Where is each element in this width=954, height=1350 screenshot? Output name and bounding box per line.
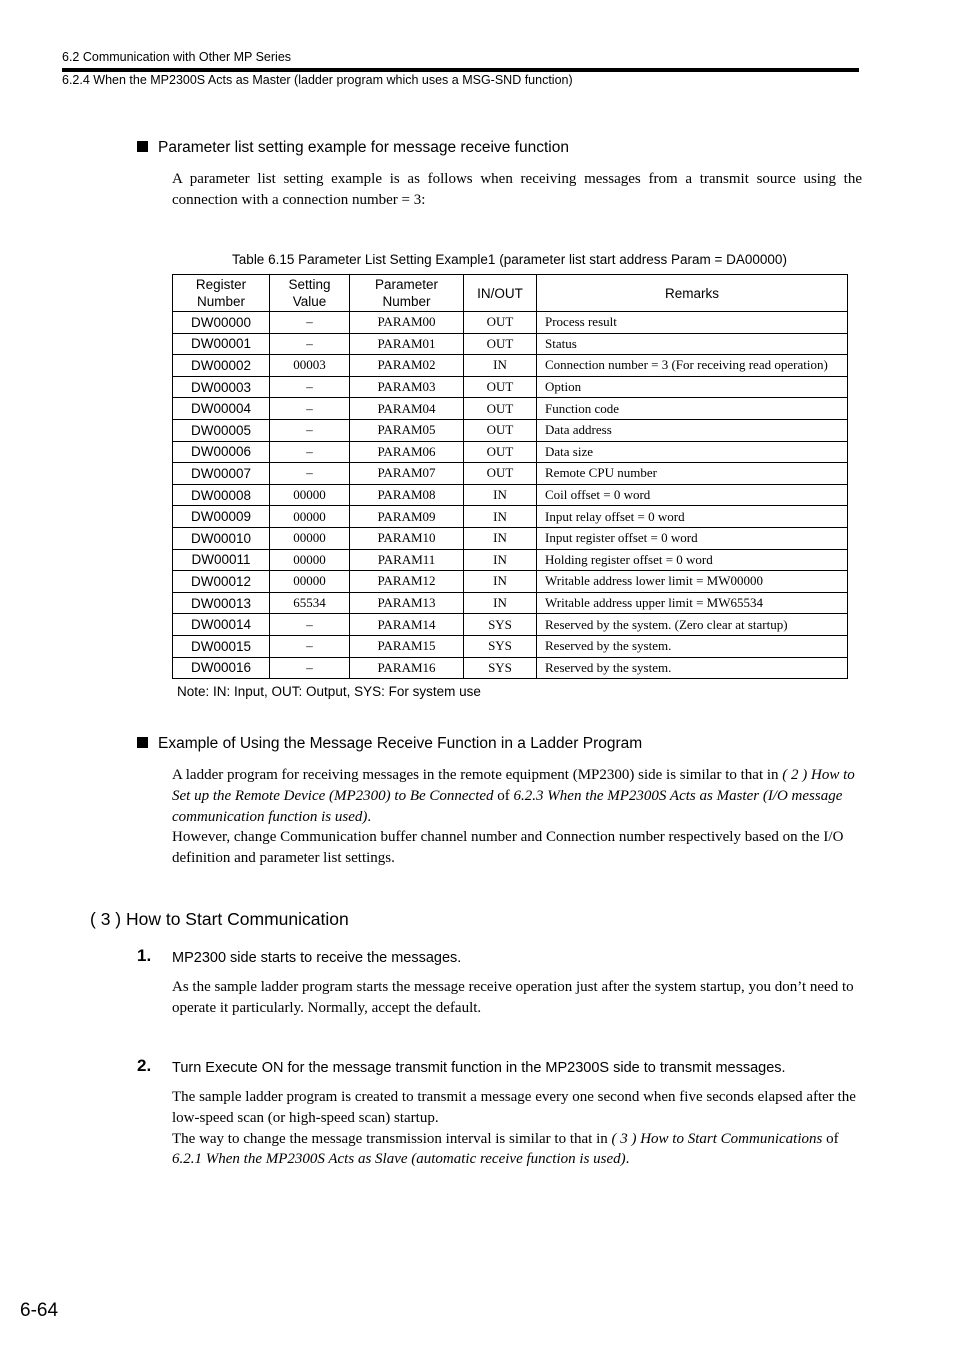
- setting-value-cell: –: [270, 419, 350, 441]
- register-number-cell: DW00016: [173, 657, 270, 679]
- table-row: [173, 355, 848, 377]
- parameter-number-cell: PARAM01: [350, 333, 464, 355]
- parameter-number-cell: PARAM12: [350, 571, 464, 593]
- in-out-cell: IN: [464, 484, 537, 506]
- remarks-cell: Input register offset = 0 word: [537, 527, 848, 549]
- parameter-number-cell: PARAM08: [350, 484, 464, 506]
- register-number-cell: DW00004: [173, 398, 270, 420]
- table-caption: Table 6.15 Parameter List Setting Example1 (parameter list start address Param = DA00000): [232, 252, 787, 267]
- header-in-out: IN/OUT: [464, 275, 537, 312]
- setting-value-cell: 00000: [270, 527, 350, 549]
- in-out-cell: OUT: [464, 376, 537, 398]
- register-number-cell: DW00008: [173, 484, 270, 506]
- running-header-section: 6.2 Communication with Other MP Series: [62, 50, 292, 64]
- in-out-cell: IN: [464, 592, 537, 614]
- parameter-number-cell: PARAM14: [350, 614, 464, 636]
- remarks-cell: Process result: [537, 312, 848, 334]
- remarks-cell: Reserved by the system.: [537, 635, 848, 657]
- setting-value-cell: –: [270, 635, 350, 657]
- parameter-number-cell: PARAM00: [350, 312, 464, 334]
- setting-value-cell: –: [270, 398, 350, 420]
- register-number-cell: DW00015: [173, 635, 270, 657]
- setting-value-cell: 00000: [270, 506, 350, 528]
- table-row: [173, 463, 848, 485]
- remarks-cell: Option: [537, 376, 848, 398]
- parameter-number-cell: PARAM15: [350, 635, 464, 657]
- setting-value-cell: –: [270, 614, 350, 636]
- parameter-number-cell: PARAM04: [350, 398, 464, 420]
- remarks-cell: Data address: [537, 419, 848, 441]
- step1-number: 1.: [137, 946, 152, 965]
- reference-link: 6.2.1 When the MP2300S Acts as Slave (automatic receive function is used): [172, 1151, 626, 1168]
- setting-value-cell: 00000: [270, 549, 350, 571]
- running-header-subsection: 6.2.4 When the MP2300S Acts as Master (ladder program which uses a MSG-SND function): [62, 73, 573, 87]
- section1-title: Parameter list setting example for message receive function: [158, 139, 569, 156]
- parameter-number-cell: PARAM13: [350, 592, 464, 614]
- table-row: [173, 592, 848, 614]
- table-row: [173, 333, 848, 355]
- remarks-cell: Data size: [537, 441, 848, 463]
- in-out-cell: IN: [464, 527, 537, 549]
- in-out-cell: OUT: [464, 312, 537, 334]
- table-row: [173, 657, 848, 679]
- remarks-cell: Input relay offset = 0 word: [537, 506, 848, 528]
- table-header-row: [173, 275, 848, 312]
- parameter-number-cell: PARAM06: [350, 441, 464, 463]
- header-parameter-number: Parameter Number: [350, 275, 464, 312]
- register-number-cell: DW00007: [173, 463, 270, 485]
- register-number-cell: DW00003: [173, 376, 270, 398]
- setting-value-cell: 00000: [270, 484, 350, 506]
- parameter-number-cell: PARAM10: [350, 527, 464, 549]
- step2-paragraph1: The sample ladder program is created to transmit a message every one second when five seconds elapsed after the low-speed scan (or high-speed scan) startup.: [172, 1089, 856, 1126]
- in-out-cell: SYS: [464, 657, 537, 679]
- setting-value-cell: 65534: [270, 592, 350, 614]
- parameter-number-cell: PARAM02: [350, 355, 464, 377]
- register-number-cell: DW00014: [173, 614, 270, 636]
- table-row: [173, 398, 848, 420]
- setting-value-cell: –: [270, 657, 350, 679]
- section1-intro: A parameter list setting example is as follows when receiving messages from a transmit source using the connection with a connection number = 3:: [172, 171, 862, 208]
- table-row: [173, 419, 848, 441]
- table-row: [173, 484, 848, 506]
- header-rule: [62, 68, 859, 72]
- reference-link: 6.2.3 When the MP2300S Acts as Master (I/O message communication function is used): [172, 787, 843, 825]
- remarks-cell: Writable address lower limit = MW00000: [537, 571, 848, 593]
- step2-title: Turn Execute ON for the message transmit function in the MP2300S side to transmit messages.: [172, 1060, 786, 1076]
- reference-link: ( 2 ) How to Set up the Remote Device (MP2300) to Be Connected: [172, 767, 855, 804]
- header-remarks: Remarks: [537, 275, 848, 312]
- subsection-heading: ( 3 ) How to Start Communication: [90, 909, 349, 929]
- square-bullet-icon: [137, 141, 148, 152]
- table-row: [173, 571, 848, 593]
- register-number-cell: DW00006: [173, 441, 270, 463]
- remarks-cell: Status: [537, 333, 848, 355]
- in-out-cell: IN: [464, 506, 537, 528]
- step1-title: MP2300 side starts to receive the messages.: [172, 950, 462, 966]
- table-row: [173, 441, 848, 463]
- table-row: [173, 635, 848, 657]
- header-setting-value: Setting Value: [270, 275, 350, 312]
- table-row: [173, 506, 848, 528]
- remarks-cell: Reserved by the system.: [537, 657, 848, 679]
- page-number: 6-64: [20, 1300, 59, 1321]
- section2-paragraph2: However, change Communication buffer channel number and Connection number respectively based on the I/O definition and parameter list settings.: [172, 829, 844, 867]
- in-out-cell: OUT: [464, 398, 537, 420]
- parameter-number-cell: PARAM16: [350, 657, 464, 679]
- remarks-cell: Reserved by the system. (Zero clear at startup): [537, 614, 848, 636]
- setting-value-cell: –: [270, 333, 350, 355]
- remarks-cell: Writable address upper limit = MW65534: [537, 592, 848, 614]
- step1-body: As the sample ladder program starts the message receive operation just after the system startup, you don’t need to operate it particularly. Normally, accept the default.: [172, 979, 854, 1016]
- table-note: Note: IN: Input, OUT: Output, SYS: For system use: [177, 684, 481, 699]
- in-out-cell: OUT: [464, 441, 537, 463]
- remarks-cell: Connection number = 3 (For receiving read operation): [537, 355, 848, 377]
- step2-body: [172, 1087, 862, 1170]
- parameter-number-cell: PARAM07: [350, 463, 464, 485]
- table-row: [173, 549, 848, 571]
- table-row: [173, 527, 848, 549]
- register-number-cell: DW00010: [173, 527, 270, 549]
- section2-heading: [137, 735, 642, 753]
- setting-value-cell: –: [270, 463, 350, 485]
- in-out-cell: OUT: [464, 419, 537, 441]
- in-out-cell: OUT: [464, 463, 537, 485]
- parameter-number-cell: PARAM03: [350, 376, 464, 398]
- parameter-list-table: [172, 274, 848, 679]
- register-number-cell: DW00013: [173, 592, 270, 614]
- square-bullet-icon: [137, 737, 148, 748]
- register-number-cell: DW00009: [173, 506, 270, 528]
- register-number-cell: DW00001: [173, 333, 270, 355]
- setting-value-cell: 00000: [270, 571, 350, 593]
- register-number-cell: DW00012: [173, 571, 270, 593]
- remarks-cell: Remote CPU number: [537, 463, 848, 485]
- register-number-cell: DW00011: [173, 549, 270, 571]
- setting-value-cell: 00003: [270, 355, 350, 377]
- in-out-cell: IN: [464, 549, 537, 571]
- parameter-number-cell: PARAM05: [350, 419, 464, 441]
- section2-paragraph1: A ladder program for receiving messages in the remote equipment (MP2300) side is similar to that in ( 2 ) How to Set up the Remote Device (MP2300) to Be Connected of 6.2.3 When the MP2300S Acts as Master (I/O message communication function is used).: [172, 767, 855, 825]
- step2-paragraph2: The way to change the message transmission interval is similar to that in ( 3 ) How to Start Communications of 6.2.1 When the MP2300S Acts as Slave (automatic receive function is used).: [172, 1130, 839, 1168]
- step2-number: 2.: [137, 1056, 152, 1075]
- parameter-number-cell: PARAM09: [350, 506, 464, 528]
- remarks-cell: Coil offset = 0 word: [537, 484, 848, 506]
- register-number-cell: DW00000: [173, 312, 270, 334]
- section1-heading: [137, 139, 569, 157]
- in-out-cell: IN: [464, 355, 537, 377]
- remarks-cell: Function code: [537, 398, 848, 420]
- in-out-cell: SYS: [464, 614, 537, 636]
- section2-body: [172, 765, 862, 869]
- register-number-cell: DW00002: [173, 355, 270, 377]
- setting-value-cell: –: [270, 312, 350, 334]
- in-out-cell: OUT: [464, 333, 537, 355]
- table-row: [173, 614, 848, 636]
- in-out-cell: IN: [464, 571, 537, 593]
- setting-value-cell: –: [270, 376, 350, 398]
- header-register-number: Register Number: [173, 275, 270, 312]
- parameter-number-cell: PARAM11: [350, 549, 464, 571]
- setting-value-cell: –: [270, 441, 350, 463]
- section2-title: Example of Using the Message Receive Function in a Ladder Program: [158, 735, 643, 752]
- remarks-cell: Holding register offset = 0 word: [537, 549, 848, 571]
- reference-link: ( 3 ) How to Start Communications: [611, 1130, 823, 1147]
- table-row: [173, 312, 848, 334]
- table-row: [173, 376, 848, 398]
- in-out-cell: SYS: [464, 635, 537, 657]
- register-number-cell: DW00005: [173, 419, 270, 441]
